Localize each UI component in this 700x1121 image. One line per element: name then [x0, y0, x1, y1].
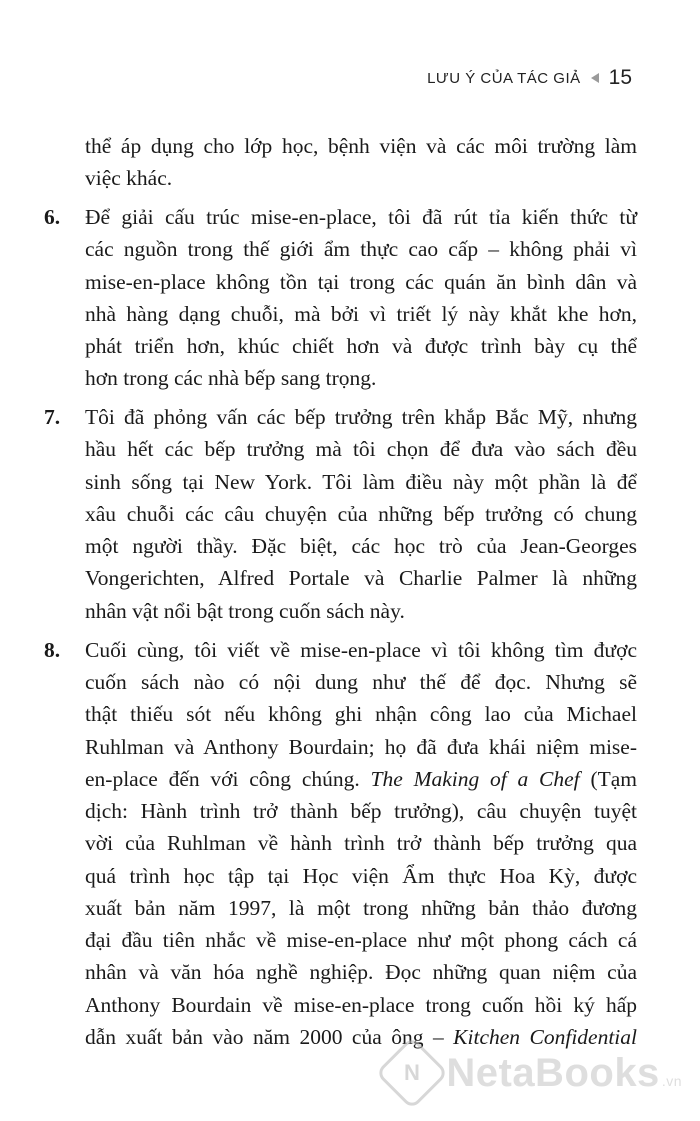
text-line: dịch: Hành trình trở thành bếp trưởng), câu chuyện tuyệt	[85, 799, 637, 823]
text-line: nhân vật nổi bật trong cuốn sách này.	[85, 599, 405, 623]
running-header	[427, 66, 632, 90]
list-number: 7.	[44, 405, 61, 429]
text-line: phát triển hơn, khúc chiết hơn và được trình bày cụ thể	[85, 334, 637, 358]
text-line: xuất bản năm 1997, là một trong những bản thảo đương	[85, 896, 637, 920]
text-line: các nguồn trong thế giới ẩm thực cao cấp – không phải vì	[85, 237, 637, 261]
watermark-text: NetaBooks .vn	[446, 1050, 682, 1095]
book-title: Kitchen Confidential	[453, 1025, 638, 1049]
text-line: một người thầy. Đặc biệt, các học trò của Jean-Georges	[85, 534, 637, 558]
text-line: Tôi đã phỏng vấn các bếp trưởng trên khắp Bắc Mỹ, nhưng	[85, 405, 637, 429]
text-line: mise-en-place không tồn tại trong các quán ăn bình dân và	[85, 270, 637, 294]
text-segment: dẫn xuất bản vào năm 2000 của ông –	[85, 1025, 444, 1049]
left-triangle-icon	[591, 73, 599, 83]
text-line: nhà hàng dạng chuỗi, mà bởi vì triết lý này khắt khe hơn,	[85, 302, 637, 326]
text-line: hầu hết các bếp trưởng mà tôi chọn để đưa vào sách đều	[85, 437, 637, 461]
text-line: vời của Ruhlman về hành trình trở thành bếp trưởng qua	[85, 831, 637, 855]
text-line: Ruhlman và Anthony Bourdain; họ đã đưa khái niệm mise-	[85, 735, 637, 759]
text-line: đại đầu tiên nhắc về mise-en-place như một phong cách cá	[85, 928, 637, 952]
watermark	[386, 1047, 682, 1099]
text-line: thể áp dụng cho lớp học, bệnh viện và các môi trường làm	[85, 134, 637, 158]
text-line: Vongerichten, Alfred Portale và Charlie Palmer là những	[85, 566, 637, 590]
text-line: Để giải cấu trúc mise-en-place, tôi đã rút tỉa kiến thức từ	[85, 205, 637, 229]
netabooks-logo-icon: N	[376, 1036, 450, 1110]
text-segment: en-place đến với công chúng.	[85, 767, 360, 791]
text-segment: (Tạm	[590, 767, 638, 791]
text-line: Anthony Bourdain về mise-en-place trong cuốn hồi ký hấp	[85, 993, 637, 1017]
book-title: The Making of a Chef	[370, 767, 580, 791]
text-line: hơn trong các nhà bếp sang trọng.	[85, 366, 377, 390]
running-title: LƯU Ý CỦA TÁC GIẢ	[427, 69, 581, 87]
text-line-with-title	[85, 763, 637, 795]
text-line: quá trình học tập tại Học viện Ẩm thực Hoa Kỳ, được	[85, 864, 637, 888]
text-line: Cuối cùng, tôi viết về mise-en-place vì tôi không tìm được	[85, 638, 637, 662]
list-number: 8.	[44, 638, 61, 662]
page-number: 15	[608, 66, 632, 89]
text-line: cuốn sách nào có nội dung như thế để đọc. Nhưng sẽ	[85, 670, 637, 694]
text-line: việc khác.	[85, 166, 173, 190]
text-line: thật thiếu sót nếu không ghi nhận công lao của Michael	[85, 702, 637, 726]
text-line: sinh sống tại New York. Tôi làm điều này một phần là để	[85, 470, 637, 494]
text-line: nhân và văn hóa nghề nghiệp. Đọc những quan niệm của	[85, 960, 637, 984]
text-line: xâu chuỗi các câu chuyện của những bếp trưởng có chung	[85, 502, 637, 526]
list-number: 6.	[44, 205, 61, 229]
